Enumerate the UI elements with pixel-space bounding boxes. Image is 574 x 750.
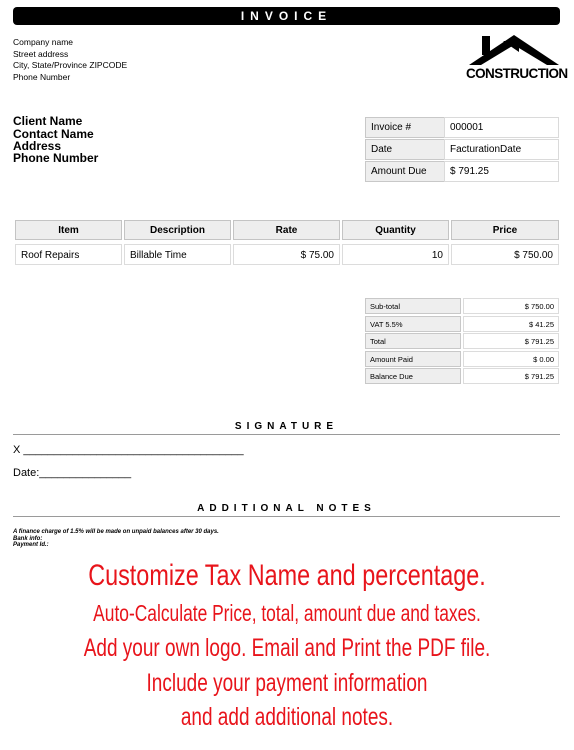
client-name: Client Name: [13, 114, 83, 128]
signature-date-line[interactable]: Date:_______________: [13, 467, 132, 479]
date-field[interactable]: FacturationDate: [444, 139, 559, 160]
signature-line[interactable]: X ____________________________________: [13, 444, 244, 456]
total-label: Total: [365, 333, 461, 349]
subtotal-label: Sub-total: [365, 298, 461, 314]
date-label: Date: [365, 139, 446, 160]
additional-notes-heading: ADDITIONAL NOTES: [13, 503, 560, 517]
promo-line-5: and add additional notes.: [180, 703, 394, 731]
finance-charge-note: A finance charge of 1.5% will be made on unpaid balances after 30 days.: [13, 529, 219, 535]
invoice-title-bar: [13, 7, 560, 25]
col-header-description: Description: [124, 220, 231, 240]
item-cell[interactable]: Roof Repairs: [15, 244, 122, 265]
company-city: City, State/Province ZIPCODE: [13, 60, 128, 70]
amount-due-field[interactable]: $ 791.25: [444, 161, 559, 182]
amount-paid-label: Amount Paid: [365, 351, 461, 367]
description-cell[interactable]: Billable Time: [124, 244, 231, 265]
promo-line-3: Add your own logo. Email and Print the PDF file.: [83, 634, 491, 662]
quantity-cell[interactable]: 10: [342, 244, 449, 265]
rate-cell[interactable]: $ 75.00: [233, 244, 340, 265]
balance-due-value: $ 791.25: [463, 368, 559, 384]
price-cell[interactable]: $ 750.00: [451, 244, 559, 265]
logo-text: CONSTRUCTION: [466, 65, 568, 82]
col-header-quantity: Quantity: [342, 220, 449, 240]
company-phone: Phone Number: [13, 72, 71, 82]
promo-line-4: Include your payment information: [146, 669, 428, 697]
client-phone: Phone Number: [13, 151, 99, 165]
house-roof-icon: [466, 32, 562, 68]
company-logo: [466, 32, 568, 86]
company-name: Company name: [13, 37, 74, 47]
invoice-title: INVOICE: [240, 9, 333, 23]
subtotal-value: $ 750.00: [463, 298, 559, 314]
amount-paid-value[interactable]: $ 0.00: [463, 351, 559, 367]
client-contact: Contact Name: [13, 127, 94, 141]
invoice-number-label: Invoice #: [365, 117, 446, 138]
client-address: Address: [13, 139, 62, 153]
balance-due-label: Balance Due: [365, 368, 461, 384]
total-value: $ 791.25: [463, 333, 559, 349]
vat-label: VAT 5.5%: [365, 316, 461, 332]
bank-info-note: Bank info:: [13, 535, 43, 542]
payment-id-note: Payment Id.:: [13, 542, 49, 548]
promo-line-1: Customize Tax Name and percentage.: [88, 559, 486, 592]
promo-line-2: Auto-Calculate Price, total, amount due and taxes.: [93, 600, 481, 626]
signature-heading: SIGNATURE: [13, 421, 560, 435]
col-header-price: Price: [451, 220, 559, 240]
col-header-item: Item: [15, 220, 122, 240]
col-header-rate: Rate: [233, 220, 340, 240]
invoice-number-field[interactable]: 000001: [444, 117, 559, 138]
vat-value: $ 41.25: [463, 316, 559, 332]
company-street: Street address: [13, 49, 69, 59]
amount-due-label: Amount Due: [365, 161, 446, 182]
